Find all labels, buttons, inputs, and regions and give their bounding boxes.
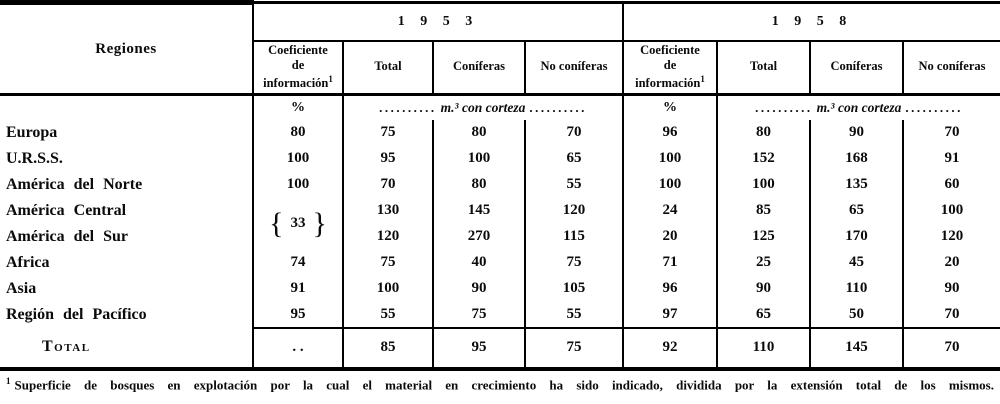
coef-1958-total: 92 (623, 328, 717, 369)
total-1953: 120 (343, 224, 433, 250)
no-coniferas-1958: 20 (903, 250, 1000, 276)
coef-1953: 91 (253, 276, 343, 302)
total-1953: 130 (343, 198, 433, 224)
no-coniferas-1958: 60 (903, 172, 1000, 198)
coef-header-1953 (253, 41, 343, 95)
leader-dots: .......... (529, 99, 587, 115)
unit-text: m.³ con corteza (816, 99, 902, 115)
table-row-asia (0, 276, 1000, 302)
units-row-spacer (0, 95, 253, 120)
coef-line1: Coeficiente (268, 42, 328, 57)
total-1953: 100 (343, 276, 433, 302)
footnote (0, 371, 1000, 393)
total-1953: 75 (343, 250, 433, 276)
no-coniferas-1958: 120 (903, 224, 1000, 250)
no-coniferas-1953-total: 75 (525, 328, 623, 369)
shared-coef-value: 33 (290, 215, 306, 231)
coniferas-1953: 80 (433, 172, 525, 198)
total-1958-total: 110 (717, 328, 810, 369)
coef-1958: 96 (623, 120, 717, 146)
unit-label-1958 (717, 95, 1000, 120)
total-1958: 85 (717, 198, 810, 224)
no-coniferas-1953: 55 (525, 302, 623, 328)
total-1953-total: 85 (343, 328, 433, 369)
total-1958: 100 (717, 172, 810, 198)
no-coniferas-header-1953: No coníferas (525, 41, 623, 95)
total-1953: 70 (343, 172, 433, 198)
no-coniferas-header-1958: No coníferas (903, 41, 1000, 95)
total-label: Total (42, 338, 91, 355)
coniferas-1953: 75 (433, 302, 525, 328)
regions-column-header: Regiones (0, 3, 253, 95)
footnote-marker: 1 (6, 375, 11, 386)
coef-header-1958 (623, 41, 717, 95)
no-coniferas-1958: 91 (903, 146, 1000, 172)
coef-line1: Coeficiente (640, 42, 700, 57)
shared-coef-1953-brace (253, 198, 343, 250)
total-1953: 95 (343, 146, 433, 172)
year-1953-header: 1 9 5 3 (253, 3, 623, 41)
coef-line3: información (635, 76, 701, 91)
coniferas-1953: 40 (433, 250, 525, 276)
coniferas-1958: 90 (810, 120, 903, 146)
table-row-america-central (0, 198, 1000, 224)
percent-symbol-1958: % (623, 95, 717, 120)
coef-1953: 80 (253, 120, 343, 146)
leader-dots: .......... (379, 99, 437, 115)
region-label: Africa (6, 253, 50, 271)
total-header-1953: Total (343, 41, 433, 95)
no-coniferas-1953: 120 (525, 198, 623, 224)
no-coniferas-1953: 105 (525, 276, 623, 302)
coef-line2: de (663, 58, 677, 73)
coniferas-header-1953: Coníferas (433, 41, 525, 95)
footnote-text: Superficie de bosques en explotación por la cual el material en crecimiento ha sido indicado, dividida por la extensión total de los mismos. (14, 376, 994, 392)
region-label: América del Norte (6, 175, 143, 193)
total-1953: 75 (343, 120, 433, 146)
no-coniferas-1953: 65 (525, 146, 623, 172)
coef-1958: 20 (623, 224, 717, 250)
table-row-pacifico (0, 302, 1000, 328)
total-label-cell (0, 328, 253, 369)
unit-label-1953 (343, 95, 623, 120)
coef-1953: 100 (253, 172, 343, 198)
units-row (0, 95, 1000, 120)
no-coniferas-1953: 55 (525, 172, 623, 198)
total-1958: 25 (717, 250, 810, 276)
coef-footnote-ref: 1 (328, 73, 333, 84)
total-header-1958: Total (717, 41, 810, 95)
table-row-europa (0, 120, 1000, 146)
coef-line3: información (263, 76, 329, 91)
no-coniferas-1953: 75 (525, 250, 623, 276)
coniferas-1953: 270 (433, 224, 525, 250)
table-row-africa (0, 250, 1000, 276)
no-coniferas-1958: 100 (903, 198, 1000, 224)
coniferas-1953: 100 (433, 146, 525, 172)
coef-1958: 71 (623, 250, 717, 276)
coef-line2: de (291, 58, 305, 73)
coef-1953: 100 (253, 146, 343, 172)
year-header-row (0, 3, 1000, 41)
total-1958: 152 (717, 146, 810, 172)
region-label: Europa (6, 123, 58, 141)
region-label: Asia (6, 279, 37, 297)
percent-symbol-1953: % (253, 95, 343, 120)
coniferas-1958: 65 (810, 198, 903, 224)
year-1958-header: 1 9 5 8 (623, 3, 1000, 41)
total-1958: 80 (717, 120, 810, 146)
total-1958: 125 (717, 224, 810, 250)
table-row-total (0, 328, 1000, 369)
coniferas-1958: 168 (810, 146, 903, 172)
no-coniferas-1958-total: 70 (903, 328, 1000, 369)
coniferas-1953: 80 (433, 120, 525, 146)
coniferas-1958: 45 (810, 250, 903, 276)
coef-1953-total: . . (253, 328, 343, 369)
coef-1958: 96 (623, 276, 717, 302)
coniferas-1953-total: 95 (433, 328, 525, 369)
coniferas-1958: 50 (810, 302, 903, 328)
coef-1958: 100 (623, 146, 717, 172)
brace-open: { (269, 206, 284, 240)
coef-1953: 95 (253, 302, 343, 328)
coniferas-1958: 110 (810, 276, 903, 302)
leader-dots: .......... (905, 99, 963, 115)
coef-1958: 97 (623, 302, 717, 328)
region-label: Región del Pacífico (6, 305, 147, 323)
coef-1958: 24 (623, 198, 717, 224)
region-label: América del Sur (6, 227, 128, 245)
no-coniferas-1953: 115 (525, 224, 623, 250)
coniferas-header-1958: Coníferas (810, 41, 903, 95)
unit-text: m.³ con corteza (440, 99, 526, 115)
coniferas-1958: 170 (810, 224, 903, 250)
coniferas-1958-total: 145 (810, 328, 903, 369)
coniferas-1953: 90 (433, 276, 525, 302)
table-row-america-norte (0, 172, 1000, 198)
table-row-urss (0, 146, 1000, 172)
total-1958: 65 (717, 302, 810, 328)
no-coniferas-1958: 90 (903, 276, 1000, 302)
coef-footnote-ref: 1 (700, 73, 705, 84)
coniferas-1953: 145 (433, 198, 525, 224)
brace-close: } (312, 206, 327, 240)
region-label: U.R.S.S. (6, 149, 63, 167)
no-coniferas-1958: 70 (903, 302, 1000, 328)
total-1953: 55 (343, 302, 433, 328)
no-coniferas-1953: 70 (525, 120, 623, 146)
no-coniferas-1958: 70 (903, 120, 1000, 146)
coef-1958: 100 (623, 172, 717, 198)
leader-dots: .......... (755, 99, 813, 115)
coniferas-1958: 135 (810, 172, 903, 198)
region-label: América Central (6, 201, 127, 219)
coef-1953: 74 (253, 250, 343, 276)
total-1958: 90 (717, 276, 810, 302)
table-row-america-sur (0, 224, 1000, 250)
